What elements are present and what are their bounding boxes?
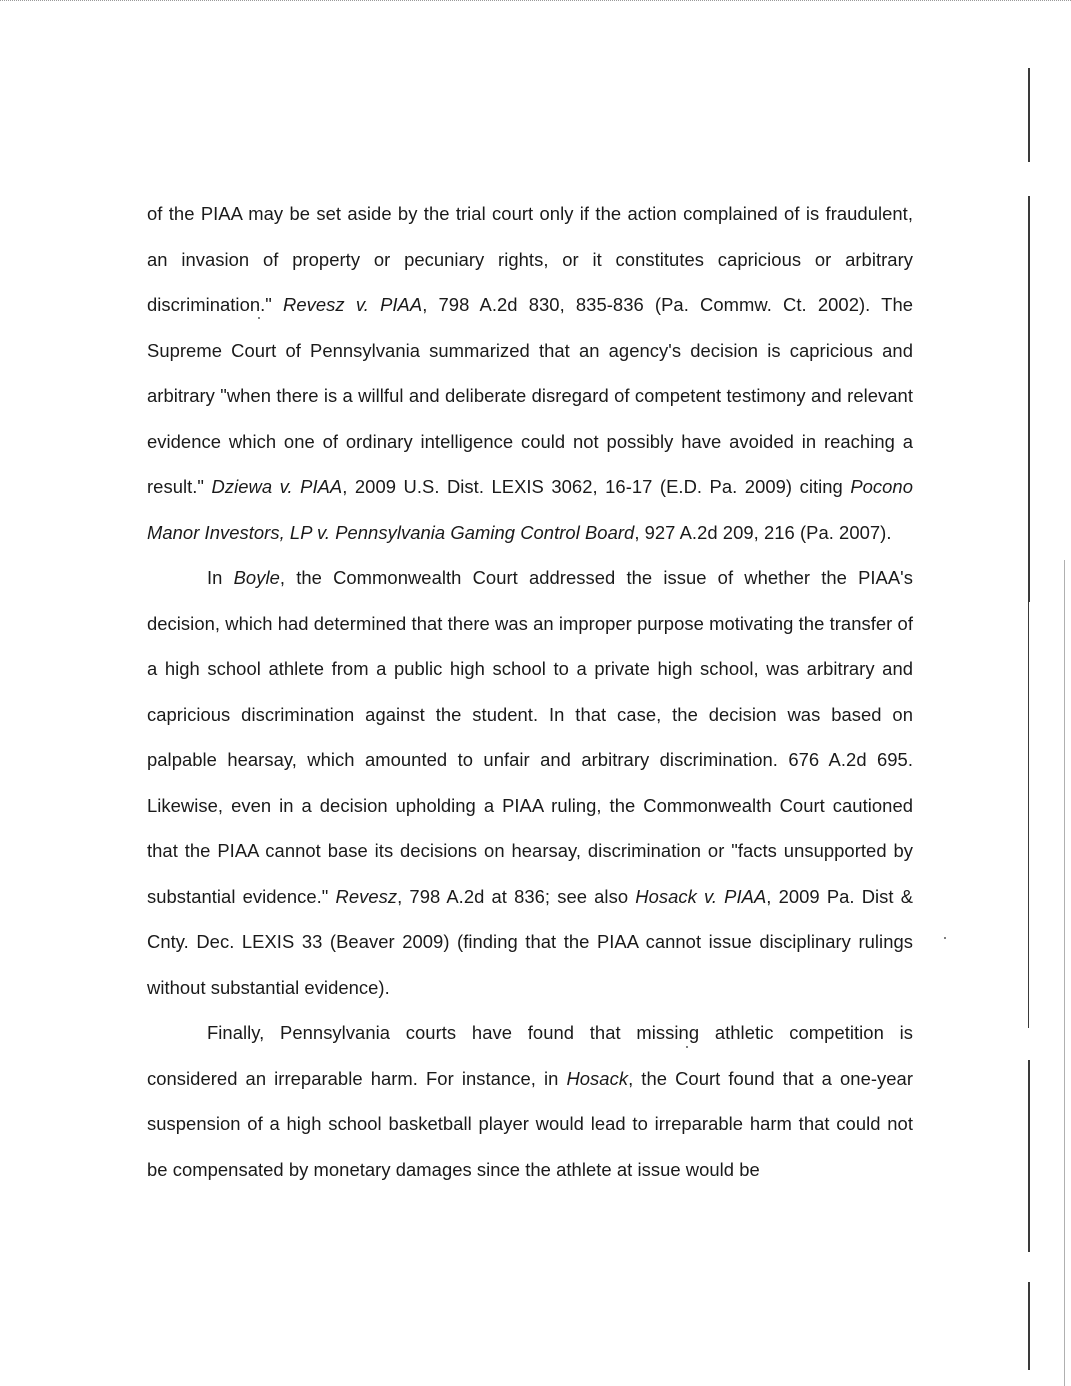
text-run: In (207, 567, 234, 588)
case-citation: Dziewa v. PIAA (211, 476, 343, 497)
margin-revision-bar (1028, 196, 1030, 602)
paragraph-2 (147, 555, 913, 1010)
case-citation: Revesz v. PIAA (283, 294, 423, 315)
text-run: , 798 A.2d at 836; see also (397, 885, 636, 907)
case-citation: Hosack (566, 1067, 629, 1089)
scan-edge-top (0, 0, 1071, 4)
paragraph-3 (147, 1010, 913, 1192)
case-citation: Boyle (233, 567, 280, 588)
margin-revision-bar (1028, 1060, 1030, 1252)
text-run: Finally, Pennsylvania courts have found that missing athletic competition is considered an irreparable harm. For instance, in (147, 1022, 913, 1089)
text-run: , the Court found that a one-year suspension of a high school basketball player would lead to irreparable harm that could not be compensated by monetary damages since the athlete at issue would be (147, 1067, 913, 1180)
text-run: , 927 A.2d 209, 216 (Pa. 2007). (634, 521, 892, 543)
text-run: , 2009 Pa. Dist & Cnty. Dec. LEXIS 33 (Beaver 2009) (finding that the PIAA cannot issue disciplinary rulings without substantial evidence). (147, 885, 914, 998)
scan-speck (944, 937, 946, 939)
text-run: , 798 A.2d 830, 835-836 (Pa. Commw. Ct. 2002). The Supreme Court of Pennsylvania summarized that an agency's decision is capricious and arbitrary "when there is a willful and deliberate disregard of competent testimony and relevant evidence which one of ordinary intelligence could not possibly have avoided in reaching a result." (147, 294, 913, 497)
body-text (147, 191, 913, 1192)
scan-edge-right (1064, 560, 1065, 1386)
margin-revision-bar (1028, 68, 1030, 162)
paragraph-1 (147, 191, 913, 555)
text-run: , 2009 U.S. Dist. LEXIS 3062, 16-17 (E.D. Pa. 2009) citing (342, 476, 851, 497)
case-citation: Hosack v. PIAA (635, 885, 767, 907)
margin-revision-bar (1028, 1282, 1030, 1370)
text-run: , the Commonwealth Court addressed the issue of whether the PIAA's decision, which had determined that there was an improper purpose motivating the transfer of a high school athlete from a public high school to a private high school, was arbitrary and capricious discrimination against the student. In that case, the decision was based on palpable hearsay, which amounted to unfair and arbitrary discrimination. 676 A.2d 695. Likewise, even in a decision upholding a PIAA ruling, the Commonwealth Court cautioned that the PIAA cannot base its decisions on hearsay, discrimination or "facts unsupported by substantial evidence." (147, 567, 913, 907)
margin-revision-bar (1028, 602, 1029, 1028)
case-citation: Revesz (335, 885, 398, 907)
case-citation: Pocono Manor Investors, LP v. Pennsylvania Gaming Control Board (147, 476, 913, 543)
text-run: of the PIAA may be set aside by the trial court only if the action complained of is fraudulent, an invasion of property or pecuniary rights, or it constitutes capricious or arbitrary discrimination." (147, 203, 913, 315)
